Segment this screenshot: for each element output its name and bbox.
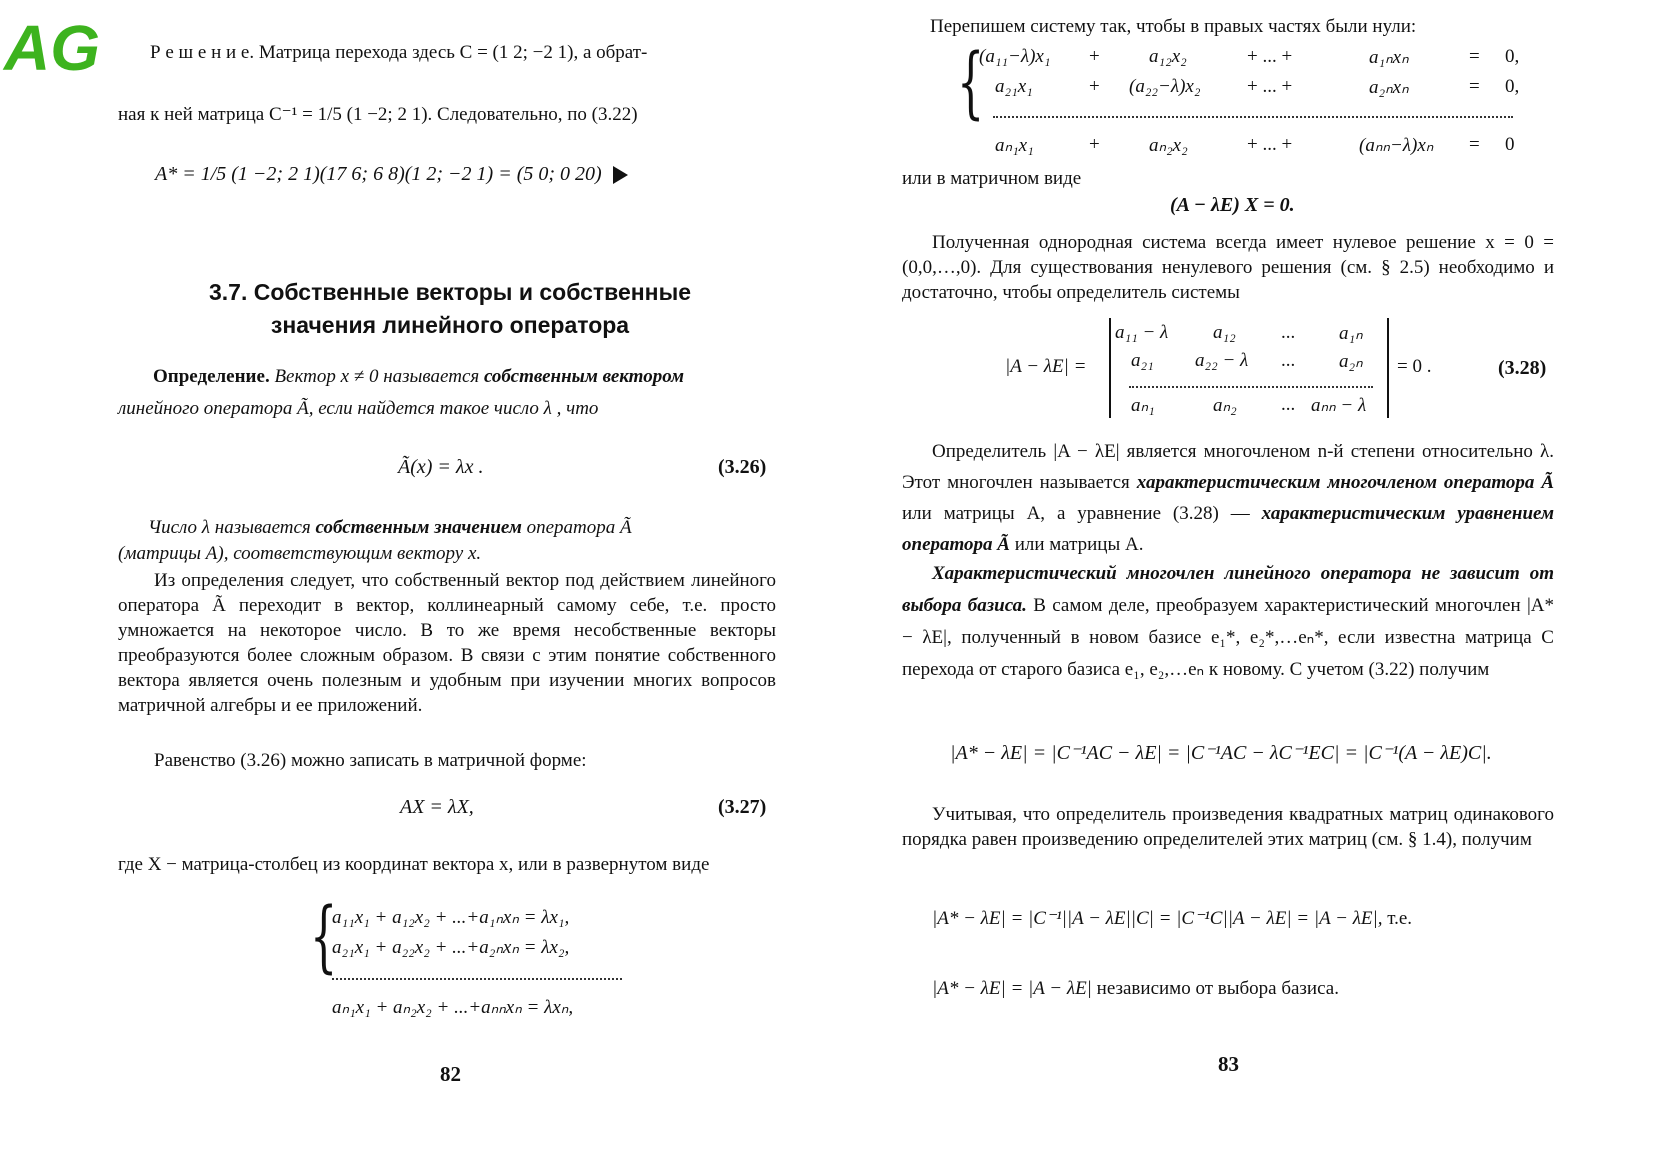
definition-line-1 — [153, 366, 684, 389]
linear-system-1 — [310, 892, 630, 1030]
term: a₂₁x₁ — [995, 76, 1033, 97]
char-poly-text-c: или матрицы A. — [1014, 534, 1144, 555]
paragraph-characteristic-polynomial — [902, 436, 1554, 560]
equation-3-27-number: (3.27) — [718, 796, 767, 818]
equation-chain-1: |A* − λE| = |C⁻¹AC − λE| = |C⁻¹AC − λC⁻¹EC| = |C⁻¹(A − λE)C|. — [950, 742, 1492, 764]
term: aₙ₂x₂ — [1149, 135, 1188, 156]
determinant-dots — [1129, 386, 1373, 388]
system-row-2: a₂₁x₁ + a₂₂x₂ + ...+a₂ₙxₙ = λx₂, — [332, 937, 570, 958]
final-statement — [932, 978, 1339, 1001]
definition-term: собственным вектором — [483, 366, 684, 387]
char-poly-text-b: или матрицы A, а уравнение (3.28) — — [902, 503, 1250, 524]
determinant-left-bar — [1109, 318, 1111, 418]
det-cell: ... — [1281, 350, 1296, 371]
paragraph-basis-independence — [902, 558, 1554, 686]
det-cell: aₙ₂ — [1213, 395, 1237, 416]
term: aₙ₁x₁ — [995, 135, 1034, 156]
left-brace-icon: { — [310, 892, 338, 982]
solution-line-1: Р е ш е н и е. Матрица перехода здесь C = (1 2; −2 1), а обрат- — [150, 42, 648, 63]
eigenvalue-line-1 — [148, 517, 632, 540]
system-row-n: aₙ₁x₁ + aₙ₂x₂ + ...+aₙₙxₙ = λxₙ, — [332, 997, 574, 1018]
basis-independence-rest: В самом деле, преобразуем характеристический многочлен |A* − λE|, полученный в новом базисе e₁*, e₂*,…eₙ*, если известна матрица C перехода от старого базиса e₁, e₂,…eₙ к новому. С учетом (3.22) получим — [902, 595, 1554, 680]
determinant-right-bar — [1387, 318, 1389, 418]
op: = — [1469, 46, 1480, 67]
op: + — [1089, 134, 1100, 155]
equation-chain-2-line — [932, 908, 1412, 931]
definition-label: Определение. — [153, 366, 270, 387]
definition-line-2: линейного оператора Ã, если найдется такое число λ , что — [118, 398, 599, 419]
det-cell: aₙₙ − λ — [1311, 395, 1367, 416]
determinant-3-28 — [1005, 318, 1565, 422]
char-equation-term: характеристическим уравнением оператора Ã — [902, 503, 1555, 555]
page-number-right: 83 — [1218, 1052, 1239, 1076]
page-number-left: 82 — [440, 1062, 461, 1086]
term: a₂ₙxₙ — [1369, 77, 1409, 98]
term: (a₁₁−λ)x₁ — [979, 46, 1051, 67]
system-row-1: a₁₁x₁ + a₁₂x₂ + ...+a₁ₙxₙ = λx₁, — [332, 907, 570, 928]
eigenvalue-line-2: (матрицы A), соответствующим вектору x. — [118, 543, 482, 564]
definition-text-1: Вектор x ≠ 0 называется — [274, 366, 480, 387]
term: a₁ₙxₙ — [1369, 47, 1409, 68]
ag-logo-text: AG — [4, 12, 100, 84]
linear-system-2 — [957, 38, 1525, 162]
end-of-proof-arrow-icon — [613, 166, 628, 184]
equation-3-28-number: (3.28) — [1498, 357, 1547, 379]
paragraph-matrix-form: Равенство (3.26) можно записать в матричной форме: — [154, 750, 587, 771]
paragraph-expanded-form: где X − матрица-столбец из координат вектора x, или в развернутом виде — [118, 854, 710, 875]
op: + — [1089, 76, 1100, 97]
det-cell: a₁₁ − λ — [1115, 322, 1169, 343]
op: = — [1469, 134, 1480, 155]
solution-line-2: ная к ней матрица C⁻¹ = 1/5 (1 −2; 2 1). Следовательно, по (3.22) — [118, 104, 638, 125]
eigenvalue-text-2: оператора Ã — [526, 517, 632, 538]
paragraph-product-determinant: Учитывая, что определитель произведения квадратных матриц одинакового порядка равен произведению определителей этих матриц (см. § 1.4), получим — [902, 804, 1554, 850]
eigenvalue-term: собственным значением — [315, 517, 522, 538]
section-heading-line-1: 3.7. Собственные векторы и собственные — [208, 279, 691, 305]
det-cell: aₙ₁ — [1131, 395, 1155, 416]
system2-dots-separator — [993, 116, 1513, 118]
char-poly-term: характеристическим многочленом оператора Ã — [1136, 472, 1554, 493]
matrix-form-label: или в матричном виде — [902, 168, 1082, 189]
op: + ... + — [1247, 134, 1293, 155]
eigenvalue-text-1: Число λ называется — [148, 517, 311, 538]
det-cell: ... — [1281, 322, 1296, 343]
det-cell: a₂₁ — [1131, 350, 1154, 371]
final-equation-suffix: независимо от выбора базиса. — [1096, 978, 1339, 999]
paragraph-nonzero-solution: Полученная однородная система всегда имеет нулевое решение x = 0 = (0,0,…,0). Для существования ненулевого решения (см. § 2.5) необходимо и достаточно, чтобы определитель системы — [902, 232, 1554, 303]
ag-logo — [2, 2, 100, 84]
final-equation: |A* − λE| = |A − λE| — [932, 978, 1092, 999]
det-cell: a₂₂ − λ — [1195, 350, 1249, 371]
formula-a-star-text: A* = 1/5 (1 −2; 2 1)(17 6; 6 8)(1 2; −2 1) = (5 0; 0 20) — [155, 163, 602, 185]
basis-independence-statement: Характеристический многочлен линейного оператора не зависит от выбора базиса. — [902, 563, 1554, 616]
rhs: 0 — [1505, 134, 1515, 155]
op: + ... + — [1247, 46, 1293, 67]
section-heading — [150, 276, 750, 342]
rhs: 0, — [1505, 46, 1520, 67]
term: (a₂₂−λ)x₂ — [1129, 76, 1201, 97]
rhs: 0, — [1505, 76, 1520, 97]
left-brace-icon: { — [957, 38, 985, 128]
det-cell: ... — [1281, 394, 1296, 415]
char-poly-text-a: Определитель |A − λE| является многочленом n-й степени относительно λ. Этот многочлен называется — [902, 441, 1554, 493]
determinant-label: |A − λE| = — [1005, 356, 1087, 377]
term: (aₙₙ−λ)xₙ — [1359, 135, 1434, 156]
op: = — [1469, 76, 1480, 97]
op: + — [1089, 46, 1100, 67]
equation-chain-2: |A* − λE| = |C⁻¹||A − λE||C| = |C⁻¹C||A − λE| = |A − λE|, — [932, 908, 1383, 929]
equation-chain-2-suffix: т.е. — [1387, 908, 1413, 929]
term: a₁₂x₂ — [1149, 46, 1187, 67]
op: + ... + — [1247, 76, 1293, 97]
det-cell: a₁₂ — [1213, 322, 1236, 343]
system-dots-separator — [332, 978, 622, 980]
formula-a-star — [155, 163, 628, 186]
det-cell: a₁ₙ — [1339, 323, 1363, 344]
section-heading-line-2: значения линейного оператора — [270, 312, 630, 338]
equation-3-26: Ã(x) = λx . — [398, 456, 484, 478]
equation-3-26-number: (3.26) — [718, 456, 767, 478]
equation-3-27: AX = λX, — [400, 796, 474, 818]
rewrite-intro: Перепишем систему так, чтобы в правых частях были нули: — [930, 16, 1417, 37]
determinant-equals-zero: = 0 . — [1397, 356, 1432, 377]
equation-homogeneous: (A − λE) X = 0. — [1170, 194, 1295, 216]
det-cell: a₂ₙ — [1339, 351, 1363, 372]
paragraph-definition-consequence: Из определения следует, что собственный вектор под действием линейного оператора Ã переходит в вектор, коллинеарный самому себе, т.е. просто умножается на некоторое число. В то же время несобственные векторы преобразуются более сложным образом. В связи с этим понятие собственного вектора является очень полезным и удобным при изучении многих вопросов матричной алгебры и ее приложений. — [118, 570, 776, 716]
